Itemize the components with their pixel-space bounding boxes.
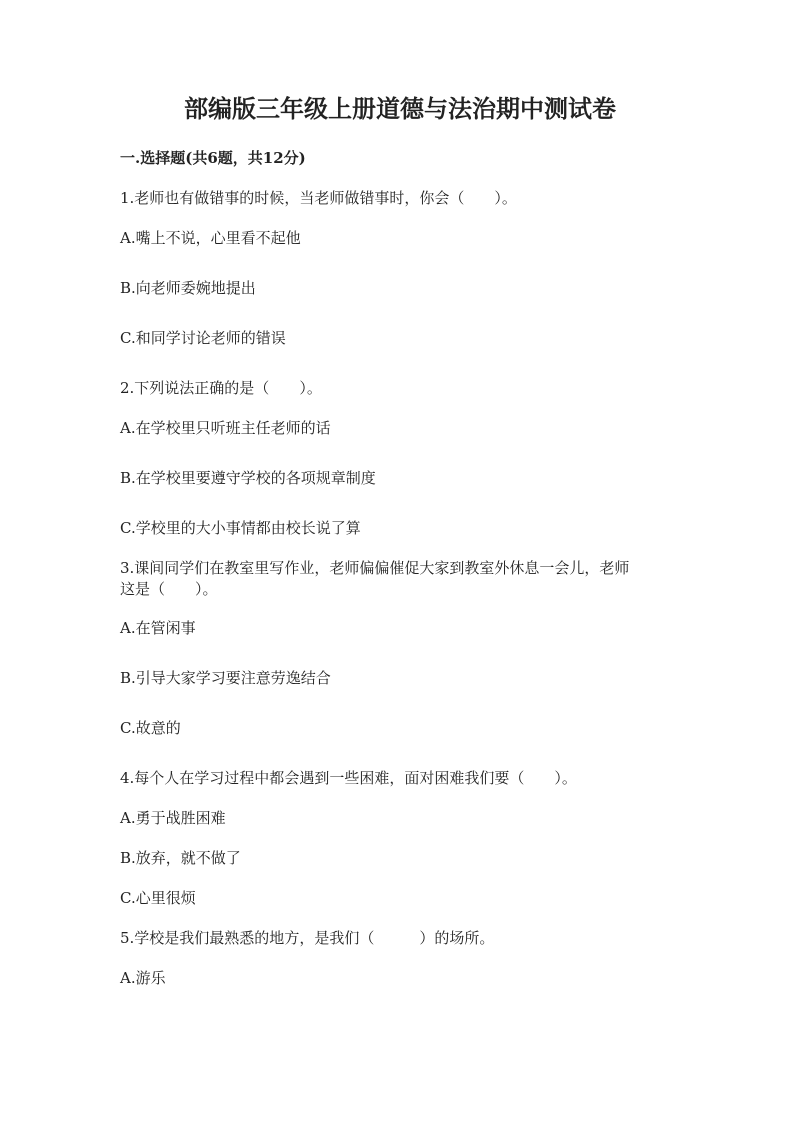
section-title: 一.选择题(共6题，共12分) [120, 149, 306, 167]
question-1-option-c: C.和同学讨论老师的错误 [120, 329, 286, 347]
question-1-stem: 1.老师也有做错事的时候，当老师做错事时，你会（ ）。 [120, 189, 517, 207]
question-1-option-b: B.向老师委婉地提出 [120, 279, 256, 297]
question-2-option-b: B.在学校里要遵守学校的各项规章制度 [120, 469, 376, 487]
question-3-option-b: B.引导大家学习要注意劳逸结合 [120, 669, 331, 687]
question-3-stem-line-1: 3.课间同学们在教室里写作业，老师偏偏催促大家到教室外休息一会儿，老师 [120, 559, 630, 577]
question-4-option-b: B.放弃，就不做了 [120, 849, 241, 867]
page-title: 部编版三年级上册道德与法治期中测试卷 [184, 94, 616, 123]
question-3-option-a: A.在管闲事 [120, 619, 196, 637]
question-3-option-c: C.故意的 [120, 719, 181, 737]
question-3-stem-line-2: 这是（ ）。 [120, 580, 218, 598]
question-4-option-c: C.心里很烦 [120, 889, 196, 907]
question-2-option-c: C.学校里的大小事情都由校长说了算 [120, 519, 361, 537]
question-4-stem: 4.每个人在学习过程中都会遇到一些困难，面对困难我们要（ ）。 [120, 769, 577, 787]
question-5-stem: 5.学校是我们最熟悉的地方，是我们（ ）的场所。 [120, 929, 495, 947]
question-1-option-a: A.嘴上不说，心里看不起他 [120, 229, 301, 247]
question-2-option-a: A.在学校里只听班主任老师的话 [120, 419, 331, 437]
question-4-option-a: A.勇于战胜困难 [120, 809, 226, 827]
question-2-stem: 2.下列说法正确的是（ ）。 [120, 379, 322, 397]
question-5-option-a: A.游乐 [120, 969, 166, 987]
